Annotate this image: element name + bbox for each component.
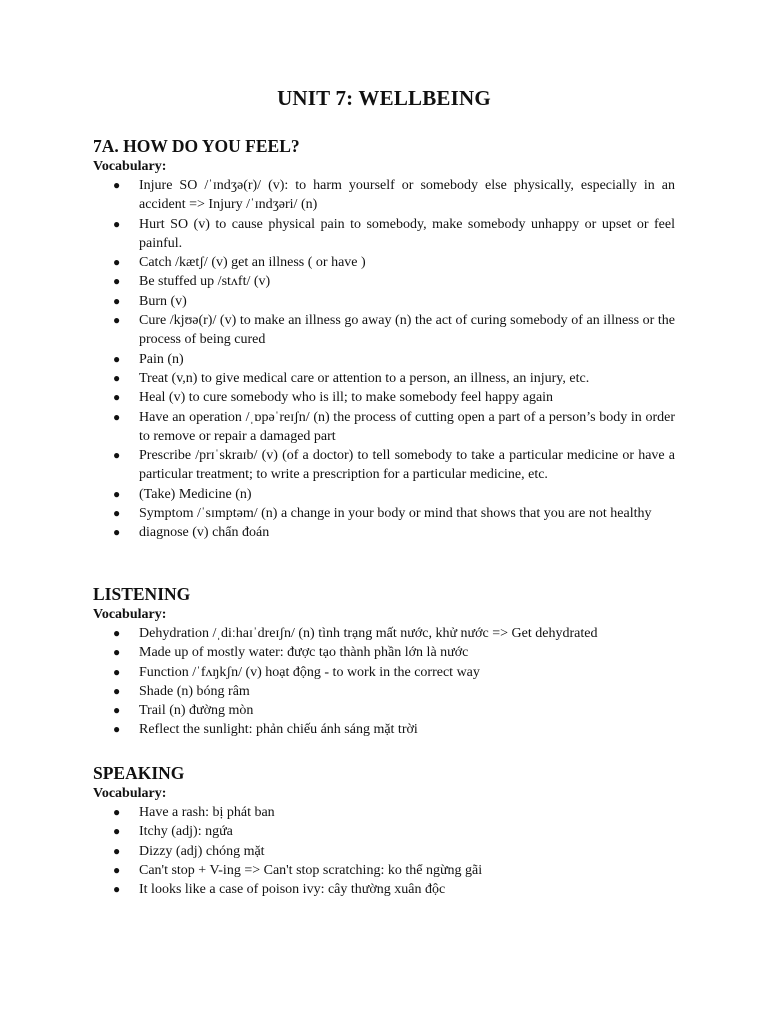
vocabulary-label: Vocabulary: xyxy=(93,607,167,622)
vocabulary-item xyxy=(93,803,675,822)
vocabulary-item-text: Function /ˈfʌŋkʃn/ (v) hoạt động - to work in the correct way xyxy=(139,664,480,680)
section-heading: SPEAKING xyxy=(93,763,185,783)
vocabulary-item xyxy=(93,388,675,407)
vocabulary-item-text: Symptom /ˈsɪmptəm/ (n) a change in your body or mind that shows that you are not healthy xyxy=(139,506,652,522)
vocabulary-item-text: diagnose (v) chẩn đoán xyxy=(139,525,270,541)
vocabulary-item-text: Shade (n) bóng râm xyxy=(139,683,250,699)
vocabulary-item xyxy=(93,523,675,542)
bullet-icon: ● xyxy=(113,370,121,385)
vocabulary-item xyxy=(93,485,675,504)
bullet-icon: ● xyxy=(113,862,121,877)
vocabulary-item-text: Have an operation /ˌɒpəˈreɪʃn/ (n) the process of cutting open a part of a person’s body in order to remove or repair a damaged part xyxy=(139,409,675,444)
bullet-icon: ● xyxy=(113,506,121,521)
vocabulary-item-text: Injure SO /ˈɪndʒə(r)/ (v): to harm yourself or somebody else physically, especially in an accident => Injury /ˈɪndʒəri/ (n) xyxy=(139,178,675,213)
vocabulary-label: Vocabulary: xyxy=(93,786,167,801)
vocabulary-item-text: Treat (v,n) to give medical care or attention to a person, an illness, an injury, etc. xyxy=(139,370,590,386)
bullet-icon: ● xyxy=(113,722,121,737)
vocabulary-item-text: Can't stop + V-ing => Can't stop scratching: ko thể ngừng gãi xyxy=(139,862,483,878)
bullet-icon: ● xyxy=(113,824,121,839)
vocabulary-list xyxy=(93,803,675,899)
vocabulary-item-text: Have a rash: bị phát ban xyxy=(139,805,275,820)
vocabulary-item xyxy=(93,369,675,388)
vocabulary-item-text: Itchy (adj): ngứa xyxy=(139,824,233,840)
vocabulary-item xyxy=(93,504,675,523)
bullet-icon: ● xyxy=(113,626,121,640)
vocabulary-item xyxy=(93,822,675,841)
vocabulary-item-text: Trail (n) đường mòn xyxy=(139,703,254,719)
bullet-icon: ● xyxy=(113,664,121,679)
bullet-icon: ● xyxy=(113,293,121,308)
bullet-icon: ● xyxy=(113,274,121,289)
section-heading: LISTENING xyxy=(93,584,191,604)
bullet-icon: ● xyxy=(113,703,121,718)
vocabulary-item xyxy=(93,446,675,485)
vocabulary-item xyxy=(93,682,675,701)
vocabulary-item xyxy=(93,408,675,447)
vocabulary-item-text: Prescribe /prɪˈskraɪb/ (v) (of a doctor) to tell somebody to take a particular medicine or have a particular treatment; to write a prescription for a particular medicine, etc. xyxy=(139,448,675,483)
vocabulary-item xyxy=(93,643,675,662)
vocabulary-list xyxy=(93,624,675,740)
bullet-icon: ● xyxy=(113,486,121,501)
bullet-icon: ● xyxy=(113,409,121,424)
vocabulary-list xyxy=(93,176,675,543)
vocabulary-item-text: Catch /kætʃ/ (v) get an illness ( or have ) xyxy=(139,255,366,271)
vocabulary-item-text: Reflect the sunlight: phản chiếu ánh sáng mặt trời xyxy=(139,722,418,738)
vocabulary-item xyxy=(93,215,675,254)
vocabulary-item-text: Dizzy (adj) chóng mặt xyxy=(139,843,265,859)
bullet-icon: ● xyxy=(113,683,121,698)
vocabulary-item xyxy=(93,176,675,215)
vocabulary-item-text: It looks like a case of poison ivy: cây thường xuân độc xyxy=(139,882,446,898)
vocabulary-item xyxy=(93,720,675,739)
section-listening xyxy=(93,583,675,740)
vocabulary-item-text: Pain (n) xyxy=(139,351,184,367)
vocabulary-item-text: Be stuffed up /stʌft/ (v) xyxy=(139,274,271,290)
vocabulary-label: Vocabulary: xyxy=(93,159,167,174)
vocabulary-item xyxy=(93,253,675,272)
vocabulary-item-text: Heal (v) to cure somebody who is ill; to make somebody feel happy again xyxy=(139,390,554,406)
section-heading: 7A. HOW DO YOU FEEL? xyxy=(93,136,300,156)
vocabulary-item xyxy=(93,311,675,350)
vocabulary-item xyxy=(93,350,675,369)
vocabulary-item xyxy=(93,880,675,899)
bullet-icon: ● xyxy=(113,351,121,366)
vocabulary-item xyxy=(93,861,675,880)
vocabulary-item-text: Dehydration /ˌdiːhaɪˈdreɪʃn/ (n) tình trạng mất nước, khử nước => Get dehydrated xyxy=(139,626,598,641)
vocabulary-item xyxy=(93,701,675,720)
bullet-icon: ● xyxy=(113,843,121,858)
bullet-icon: ● xyxy=(113,390,121,405)
vocabulary-item-text: Burn (v) xyxy=(139,293,187,309)
vocabulary-item xyxy=(93,842,675,861)
bullet-icon: ● xyxy=(113,178,121,192)
bullet-icon: ● xyxy=(113,805,121,819)
vocabulary-item xyxy=(93,663,675,682)
section-speaking xyxy=(93,762,675,899)
document-title: UNIT 7: WELLBEING xyxy=(277,86,491,110)
section-how-do-you-feel xyxy=(93,135,675,543)
vocabulary-item-text: Made up of mostly water: được tạo thành phần lớn là nước xyxy=(139,645,469,661)
vocabulary-item xyxy=(93,292,675,311)
bullet-icon: ● xyxy=(113,216,121,231)
vocabulary-item-text: (Take) Medicine (n) xyxy=(139,486,252,502)
bullet-icon: ● xyxy=(113,645,121,660)
vocabulary-item-text: Hurt SO (v) to cause physical pain to somebody, make somebody unhappy or upset or feel painful. xyxy=(139,216,675,251)
bullet-icon: ● xyxy=(113,448,121,463)
bullet-icon: ● xyxy=(113,525,121,540)
vocabulary-item xyxy=(93,272,675,291)
bullet-icon: ● xyxy=(113,255,121,270)
vocabulary-item-text: Cure /kjʊə(r)/ (v) to make an illness go away (n) the act of curing somebody of an illness or the process of being cured xyxy=(139,313,675,348)
bullet-icon: ● xyxy=(113,882,121,897)
vocabulary-item xyxy=(93,624,675,643)
bullet-icon: ● xyxy=(113,313,121,328)
